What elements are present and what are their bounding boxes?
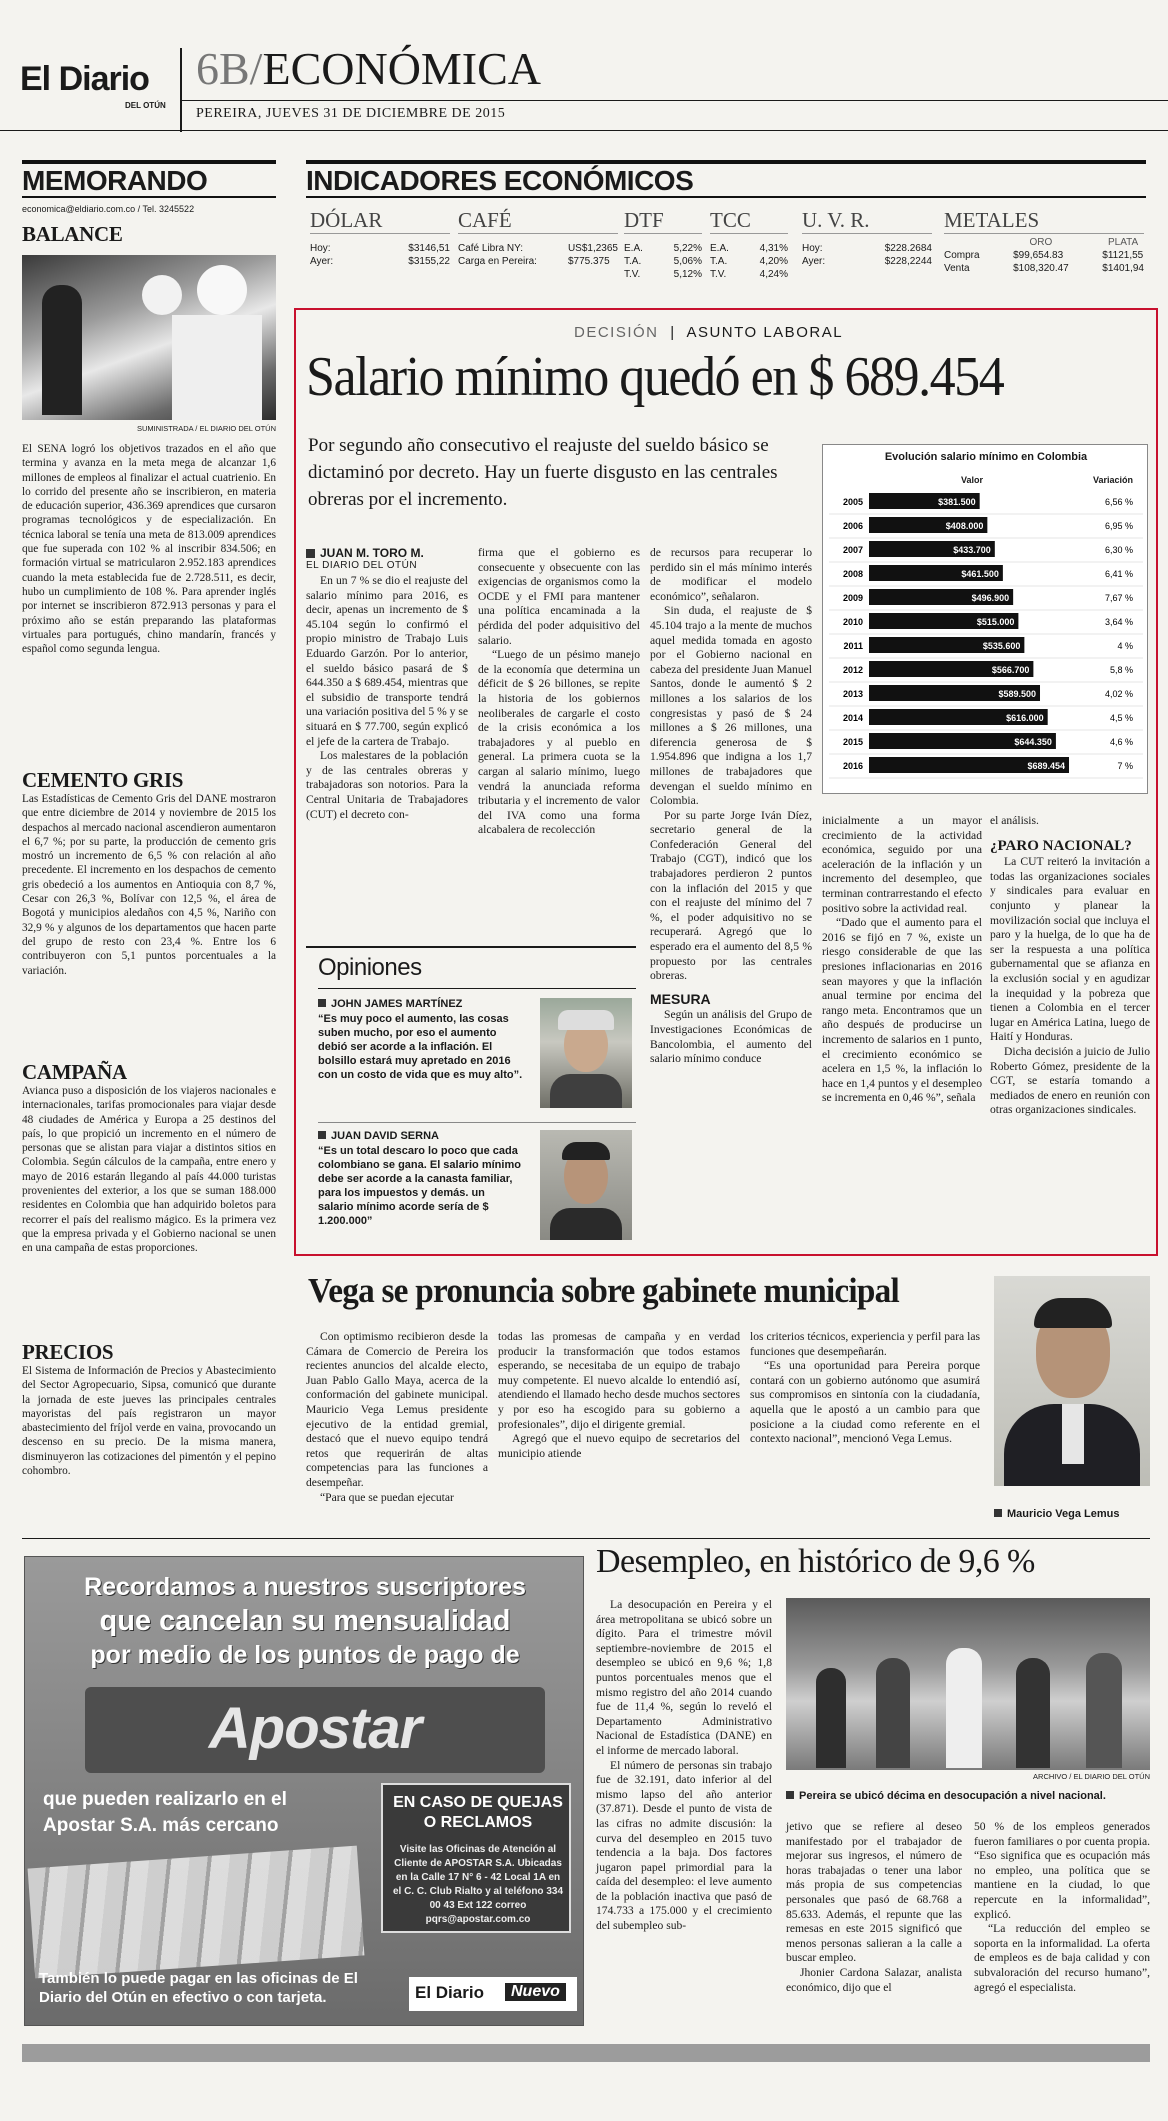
- tcc-label: T.V.: [710, 269, 727, 280]
- chart-variation-label: 4,5 %: [1109, 713, 1133, 723]
- section-number: 6B/: [196, 43, 263, 94]
- cafe-value: US$1,2365: [567, 243, 618, 254]
- cafe-block: [458, 208, 618, 268]
- oro-value: $99,654.83: [1013, 250, 1064, 261]
- kicker-right: ASUNTO LABORAL: [686, 324, 844, 341]
- chart-value-label: $496.900: [971, 593, 1010, 603]
- dtf-value: 5,22%: [673, 243, 702, 254]
- quejas-text: Visite las Oficinas de Atención al Cliente de APOSTAR S.A. Ubicadas en la Calle 17 N° 6 - 42 Local 1A en el C. C. Club Rialto y al teléfono 334 00 43 Ext 122 correo pqrs@apostar.com.co: [392, 1844, 564, 1925]
- chart-value-label: $644.350: [1014, 737, 1052, 747]
- ad-line-1: Recordamos a nuestros suscriptores: [84, 1573, 526, 1601]
- uvr-label: Ayer:: [802, 256, 826, 267]
- main-col-4: [822, 814, 982, 1106]
- chart-value-label: $689.454: [1027, 761, 1065, 771]
- campana-heading: CAMPAÑA: [22, 1060, 127, 1084]
- desempleo-col3-p2: “La reducción del empleo se soporta en la informalidad. La oferta de empleos es de baja calidad y con subvaloración del recurso humano”, agregó el especialista.: [974, 1922, 1150, 1994]
- vega-col-2: [498, 1330, 740, 1461]
- chart-year-label: 2005: [842, 497, 863, 507]
- opinion-name: JUAN DAVID SERNA: [318, 1130, 636, 1142]
- indicadores-box: [306, 160, 1146, 295]
- desempleo-col1-p1: La desocupación en Pereira y el área metropolitana se ubicó sobre un dígito. Para el trimestre móvil septiembre-noviembre de 2015 el desempleo se ubicó en 9,6 %; 1,8 puntos porcentuales menos que el mismo registro del año 2014 cuando fue de 11,4 %, según lo reveló el Departamento Administrativo Nacional de Estadística (DANE) en el informe de mercado laboral.: [596, 1598, 772, 1757]
- precios-text: El Sistema de Información de Precios y Abastecimiento del Sector Agropecuario, Sipsa, comunicó que durante la jornada de este jueves las principales centrales mayoristas del país registraron un mayor abastecimiento del fríjol verde en vaina, provocando un descenso en su precio. De la misma manera, disminuyeron las cotizaciones del pimentón y el pepino cohombro.: [22, 1365, 276, 1478]
- vega-col3-p2: “Es una oportunidad para Pereira porque contará con un gobierno autónomo que asumirá sus compromisos en sintonía con la ciudadanía, aquella que le apostó a un cambio para que posicione a la ciudad como referente en el contexto nacional”, mencionó Vega Lemus.: [750, 1359, 980, 1446]
- cemento-text: Las Estadísticas de Cemento Gris del DANE mostraron que entre diciembre de 2014 y noviembre de 2015 los despachos al mercado nacional ascendieron aumentaron el 6,7 %; por su parte, la producción de cemento gris mostró un incremento de 6,5 % con relación al año precedente. El incremento en los despachos de cemento gris obedeció a los aumentos en Antioquia con 8,7 %, Cesar con 26,3 %, Bolívar con 12,5 %, el área de Bogotá y municipios aledaños con 4,5 %, Nariño con 32,9 % y algunos de los departamentos que hacen parte del grupo de resto con 23,4 %. Entre los 6 contribuyeron con 5,1 puntos porcentuales a la variación.: [22, 793, 276, 977]
- desempleo-col2-p1: jetivo que se refiere al deseo manifestado por el trabajador de mejorar sus ingresos, el número de horas trabajadas o tener una labor más propia de sus competencias personales que pasó de 68.768 a 85.633. Además, el repunte que las remesas en este 2015 significó que menos personas salieran a la calle a buscar empleo.: [786, 1820, 962, 1965]
- main-col5-p1: el análisis.: [990, 814, 1039, 827]
- chart-title: Evolución salario mínimo en Colombia: [884, 451, 1088, 463]
- uvr-block: [802, 208, 932, 268]
- main-col5-p3: Dicha decisión a juicio de Julio Roberto Gómez, presidente de la CGT, se estaría tomando a mediados de enero en reunión con otras organizaciones sindicales.: [990, 1044, 1150, 1117]
- vega-col2-p1: todas las promesas de campaña y en verdad producir la transformación que todos estamos esperando, se necesitaba de un equipo de trabajo muy competente. El nuevo alcalde lo entendió así, atendiendo el llamado hecho desde muchos sectores y por eso ha escogido para su gobierno a profesionales”, dijo el dirigente gremial.: [498, 1330, 740, 1431]
- memorando-contact: economica@eldiario.com.co / Tel. 3245522: [22, 204, 195, 214]
- opiniones-title: Opiniones: [318, 954, 422, 981]
- dtf-block: [624, 208, 702, 281]
- logo-sub: DEL OTÚN: [125, 101, 166, 110]
- chart-variation-label: 4,02 %: [1104, 689, 1133, 699]
- quejas-title: EN CASO DE QUEJAS O RECLAMOS: [393, 1794, 563, 1831]
- dtf-head: DTF: [624, 208, 702, 234]
- chart-variation-label: 6,41 %: [1104, 569, 1133, 579]
- chart-value-label: $535.600: [982, 641, 1021, 651]
- chart-value-label: $408.000: [945, 521, 984, 531]
- plata-value: $1401,94: [1102, 263, 1144, 274]
- tcc-value: 4,24%: [759, 269, 788, 280]
- desempleo-col-1: [596, 1598, 772, 1934]
- tcc-value: 4,31%: [759, 243, 788, 254]
- desempleo-col2-p2: Jhonier Cardona Salazar, analista económico, dijo que el: [786, 1965, 962, 1994]
- memorando-title: MEMORANDO: [22, 160, 276, 198]
- chart-value-label: $566.700: [991, 665, 1030, 675]
- newspapers-image: [28, 1846, 365, 1979]
- opiniones-box: [306, 946, 636, 1248]
- chart-value-label: $589.500: [998, 689, 1037, 699]
- tcc-label: E.A.: [710, 243, 729, 254]
- main-col5-p2: La CUT reiteró la invitación a todas las organizaciones sociales y sindicales para evaluar en conjunto y planear la movilización social que incluya el paro y la huelga, de lo que ha de ser la respuesta a una política gubernamental que se afianza en la exclusión social y en agudizar la inequidad y la pobreza que tienen a Colombia en el tercer lugar en América Latina, luego de Haití y Honduras.: [990, 855, 1150, 1044]
- main-byline: JUAN M. TORO M.: [306, 546, 468, 560]
- vega-col2-p2: Agregó que el nuevo equipo de secretarios del municipio atiende: [498, 1432, 740, 1460]
- chart-plot: [823, 489, 1149, 789]
- cafe-label: Café Libra NY:: [458, 243, 524, 254]
- dolar-head: DÓLAR: [310, 208, 450, 234]
- metales-block: [944, 208, 1144, 275]
- opinion-photo: [540, 1130, 632, 1240]
- quejas-box: [381, 1783, 571, 1933]
- dtf-label: T.A.: [624, 256, 642, 267]
- main-col-5: [990, 814, 1150, 1118]
- main-kicker: DECISIÓN | ASUNTO LABORAL: [574, 324, 844, 341]
- desempleo-col-3: [974, 1820, 1150, 1995]
- chart-value-label: $515.000: [976, 617, 1015, 627]
- chart-year-label: 2006: [842, 521, 863, 531]
- chart-variation-label: 5,8 %: [1109, 665, 1133, 675]
- main-col-3: [650, 546, 812, 1067]
- metales-head: METALES: [944, 208, 1144, 234]
- ad-footer: También lo puede pagar en las oficinas de El Diario del Otún en efectivo o con tarjeta.: [39, 1970, 358, 2006]
- chart-variation-label: 7 %: [1117, 761, 1133, 771]
- apostar-banner: [85, 1687, 545, 1773]
- opinion-photo: [540, 998, 632, 1108]
- main-col4-p1: inicialmente a un mayor crecimiento de la actividad económica, seguido por una aceleración de la inflación y un incremento del desempleo, que terminan contrarrestando el efecto positivo sobre la actividad real.: [822, 814, 982, 915]
- campana-text: Avianca puso a disposición de los viajeros nacionales e internacionales, tarifas promocionales para viajar desde 48 ciudades de América y Europa a 25 destinos del país, lo que propició un incremento en el número de personas que se alistan para viajar a distintos sitios en Colombia. Según cálculos de la campaña, entre enero y mayo de 2016 estarán llegando al país 44.000 turistas provenientes del exterior, a los que se suman 188.000 residentes en Colombia que han adquirido boletos para recorrer el país del realismo mágico. Es la primera vez que la empresa privada y el Gobierno nacional se unen en una campaña de estas proporciones.: [22, 1085, 276, 1255]
- logo-text: El Diario: [20, 60, 149, 98]
- desempleo-col1-p2: El número de personas sin trabajo fue de 32.191, dato inferior al del mismo lapso del año anterior (37.871). Desde el punto de vista de las cifras no admite discusión: la curva del desempleo en 2015 tuvo tendencia a la baja. Dos factores jugaron papel primordial para la caída del desempleo: el leve aumento de la población inactiva que pasó de 174.733 a 175.000 y el crecimiento del subempleo sub-: [596, 1758, 772, 1933]
- main-col2-p1: firma que el gobierno es consecuente y obsecuente con las exigencias de organismos como la OCDE y el FMI para mantener una política encaminada a la pérdida del poder adquisitivo del salario.: [478, 546, 640, 647]
- ad-line-2: que cancelan su mensualidad: [99, 1605, 511, 1637]
- main-col3-p2: Sin duda, el reajuste de $ 45.104 trajo a la mente de muchos aquel medida tomada en agosto por el Gobierno nacional en cabeza del presidente Juan Manuel Santos, donde le aumentó $ 2 millones a los salarios de los congresistas y pasó de $ 24 millones a $ 26 millones, una diferencia generosa de $ 1.954.896 que indigna a los 1,7 millones de trabajadores que devengan el sueldo mínimo en Colombia.: [650, 604, 812, 808]
- section-title: [196, 44, 541, 94]
- cafe-label: Carga en Pereira:: [458, 256, 537, 267]
- opinion-name: JOHN JAMES MARTÍNEZ: [318, 998, 636, 1010]
- dolar-value: $3155,22: [408, 256, 450, 267]
- ad-line-5: Apostar S.A. más cercano: [43, 1815, 279, 1836]
- ad-logo-nuevo: Nuevo: [505, 1983, 566, 2001]
- vega-col-1: [306, 1330, 488, 1505]
- uvr-head: U. V. R.: [802, 208, 932, 234]
- section-name: ECONÓMICA: [262, 43, 542, 94]
- balance-heading: BALANCE: [22, 222, 123, 246]
- main-col1-p1: En un 7 % se dio el reajuste del salario mínimo para 2016, es decir, apenas un incremento de $ 45.104 según lo confirmó el propio ministro de Trabajo Luis Eduardo Garzón. Por lo anterior, el sueldo básico pasará de $ 644.350 a $ 689.454, mientras que el subsidio de transporte tendrá una variación positiva del 5 % y se situará en $ 77.700, según explicó el jefe de la cartera de Trabajo.: [306, 574, 468, 748]
- ad-logos: [409, 1977, 577, 2011]
- indicadores-title: INDICADORES ECONÓMICOS: [306, 160, 1146, 198]
- chart-variation-label: 4 %: [1117, 641, 1133, 651]
- main-col1-p2: Los malestares de la población y de las centrales obreras y trabajadoras son notorios. Para la Central Unitaria de Trabajadores (CUT) el decreto con-: [306, 749, 468, 821]
- main-col-2: [478, 546, 640, 838]
- cafe-value: $775.375: [567, 256, 610, 267]
- chart-variation-label: 6,95 %: [1104, 521, 1133, 531]
- chart-col-value: Valor: [961, 475, 984, 485]
- vega-headline: Vega se pronuncia sobre gabinete municipal: [308, 1271, 899, 1310]
- logo: [20, 60, 149, 99]
- main-col3-p4: Según un análisis del Grupo de Investigaciones Económicas de Bancolombia, el aumento del salario mínimo conduce: [650, 1008, 812, 1066]
- vega-col3-p1: los criterios técnicos, experiencia y perfil para las funciones que desempeñarán.: [750, 1330, 980, 1358]
- chart-variation-label: 7,67 %: [1104, 593, 1133, 603]
- chart-variation-label: 6,30 %: [1104, 545, 1133, 555]
- cafe-head: CAFÉ: [458, 208, 618, 234]
- main-col-1: [306, 546, 468, 822]
- apostar-ad: [24, 1556, 584, 2026]
- desempleo-photo-credit: ARCHIVO / EL DIARIO DEL OTÚN: [1033, 1772, 1150, 1781]
- plata-value: $1121,55: [1102, 250, 1144, 261]
- ad-line-3: por medio de los puntos de pago de: [90, 1641, 520, 1669]
- uvr-value: $228,2244: [884, 256, 932, 267]
- plata-head: PLATA: [1108, 237, 1139, 248]
- tcc-value: 4,20%: [759, 256, 788, 267]
- oro-value: $108,320.47: [1013, 263, 1069, 274]
- dtf-label: E.A.: [624, 243, 643, 254]
- apostar-logo: Apostar: [208, 1696, 422, 1761]
- uvr-value: $228.2684: [884, 243, 932, 254]
- vega-photo: [994, 1276, 1150, 1486]
- tcc-label: T.A.: [710, 256, 728, 267]
- chart-year-label: 2011: [843, 641, 863, 651]
- chart-variation-label: 6,56 %: [1104, 497, 1133, 507]
- kicker-left: DECISIÓN: [574, 324, 659, 341]
- tcc-head: TCC: [710, 208, 788, 234]
- ad-logo-diario: El Diario: [415, 1983, 484, 2002]
- main-col3-p1: de recursos para recuperar lo perdido sin el más mínimo interés de modificar el modelo económico”, señalaron.: [650, 546, 812, 603]
- main-deck: Por segundo año consecutivo el reajuste del sueldo básico se dictaminó por decreto. Hay un fuerte disgusto en las centrales obreras por el incremento.: [308, 435, 778, 510]
- masthead: [0, 0, 1168, 135]
- dtf-label: T.V.: [624, 269, 641, 280]
- main-col3-p3: Por su parte Jorge Iván Díez, secretario general de la Confederación General del Trabajo (CGT), indicó que los trabajadores perdieron 2 puntos con la inflación del 2015 y que con el reajuste del mínimo del 7 %, el poder adquisitivo no se recuperará. Agregó que lo esperado era el aumento del 8,5 % propuesto por las centrales obreras.: [650, 808, 812, 983]
- dtf-value: 5,12%: [673, 269, 702, 280]
- dolar-label: Ayer:: [310, 256, 334, 267]
- chart-year-label: 2013: [842, 689, 863, 699]
- dtf-value: 5,06%: [673, 256, 702, 267]
- opinion-item: [318, 998, 636, 1118]
- main-byline-org: EL DIARIO DEL OTÚN: [306, 560, 418, 571]
- balance-text: El SENA logró los objetivos trazados en el año que termina y avanza en la meta mega de alcanzar 1,6 millones de empleos al finalizar el actual cuatrienio. En lo corrido del presente año se inscribieron, en materia de educación superior, 436.369 aprendices que cursaron programas tecnológicos y de especialización. En técnica laboral se tenía una meta de 813.009 aprendices que fue superada con 102 % al inscribir 834.506; en formación virtual se matricularon 2.952.183 aprendices cuando la meta establecida fue de 2.728.511, es decir, hubo un cumplimiento de 108 %. Para aprender inglés por internet se inscribieron 872.913 personas y para el próximo año se están preparando las plataformas virtuales para portugués, chino mandarín, francés y español como segunda lengua.: [22, 443, 276, 656]
- opinion-quote: “Es muy poco el aumento, las cosas suben mucho, por eso el aumento debió ser acorde a la inflación. El bolsillo estará muy apretado en 2016 con un costo de vida que es muy alto”.: [318, 1013, 523, 1081]
- chart-year-label: 2007: [842, 545, 863, 555]
- ad-line-4: que pueden realizarlo en el: [43, 1789, 287, 1810]
- opinion-item: [318, 1130, 636, 1245]
- chart-value-label: $616.000: [1006, 713, 1044, 723]
- dolar-block: [310, 208, 450, 268]
- mesura-heading: MESURA: [650, 990, 711, 1007]
- oro-head: ORO: [1029, 237, 1053, 248]
- chart-col-var: Variación: [1093, 475, 1134, 485]
- cemento-heading: CEMENTO GRIS: [22, 768, 184, 792]
- desempleo-col3-p1: 50 % de los empleos generados fueron familiares o por cuenta propia. “Eso significa que es ocupación más no empleo, una política que se mantiene en la ciudad, lo que repercute en la informalidad”, explicó.: [974, 1820, 1150, 1921]
- chart-variation-label: 4,6 %: [1109, 737, 1133, 747]
- chart-year-label: 2008: [842, 569, 863, 579]
- paro-heading: ¿PARO NACIONAL?: [990, 837, 1132, 854]
- chart-year-label: 2014: [842, 713, 863, 723]
- chart-year-label: 2010: [842, 617, 863, 627]
- chart-year-label: 2016: [842, 761, 863, 771]
- chart-value-label: $381.500: [938, 497, 976, 507]
- chart-year-label: 2009: [842, 593, 863, 603]
- vega-col1-p1: Con optimismo recibieron desde la Cámara de Comercio de Pereira los recientes anuncios del alcalde electo, Juan Pablo Gallo Maya, acerca de la conformación del gabinete municipal. Mauricio Vega Lemus presidente ejecutivo de la entidad gremial, destacó que el nuevo equipo tendrá retos que requerirán de altas competencias para las funciones a desempeñar.: [306, 1330, 488, 1489]
- memorando-column: [22, 160, 276, 1550]
- main-headline: Salario mínimo quedó en $ 689.454: [306, 346, 1004, 408]
- metales-label: Compra: [944, 250, 980, 261]
- uvr-label: Hoy:: [802, 243, 823, 254]
- chart-value-label: $433.700: [953, 545, 991, 555]
- main-col2-p2: “Luego de un pésimo manejo de la economía que determina un déficit de $ 26 billones, se repite la historia de los gobiernos neoliberales de cargarle el costo de la crisis económica a los trabajadores y al pueblo en general. La primera cuota se la cargan al salario mínimo, luego vendrá la anunciada reforma tributaria y el incremento de valor del IVA como una forma alcabalera de recolección: [478, 648, 640, 837]
- chart-value-label: $461.500: [961, 569, 999, 579]
- chart-year-label: 2012: [842, 665, 863, 675]
- vega-col1-p2: “Para que se puedan ejecutar: [320, 1490, 454, 1504]
- desempleo-col-2: [786, 1820, 962, 1995]
- desempleo-photo: [786, 1598, 1150, 1770]
- chart-variation-label: 3,64 %: [1104, 617, 1133, 627]
- metales-label: Venta: [944, 263, 970, 274]
- precios-heading: PRECIOS: [22, 1340, 114, 1364]
- tcc-block: [710, 208, 788, 281]
- balance-photo-credit: SUMINISTRADA / EL DIARIO DEL OTÚN: [136, 424, 276, 433]
- main-col4-p2: “Dado que el aumento para el 2016 se fijó en 7 %, existe un riesgo considerable de que las presiones inflacionarias en 2016 sean mayores y que la inflación anual termine por encima del rango meta. Encontramos que un año después de producirse un incremento de salarios en 1 punto, el crecimiento económico se acelera en 1,5 %, la inflación lo hace en 1,4 puntos y el desempleo se incrementa en 0,46 %”, señala: [822, 916, 982, 1105]
- chart-year-label: 2015: [842, 737, 863, 747]
- desempleo-caption: Pereira se ubicó décima en desocupación a nivel nacional.: [786, 1790, 1106, 1802]
- salario-chart: [822, 444, 1148, 794]
- dolar-value: $3146,51: [408, 243, 450, 254]
- dolar-label: Hoy:: [310, 243, 331, 254]
- vega-col-3: [750, 1330, 980, 1447]
- vega-caption: Mauricio Vega Lemus: [994, 1508, 1119, 1520]
- opinion-quote: “Es un total descaro lo poco que cada colombiano se gana. El salario mínimo debe ser acorde a la canasta familiar, para los impuestos y demás. un salario mínimo acorde sería de $ 1.200.000”: [318, 1145, 521, 1227]
- desempleo-headline: Desempleo, en histórico de 9,6 %: [596, 1543, 1035, 1580]
- dateline: PEREIRA, JUEVES 31 DE DICIEMBRE DE 2015: [196, 106, 506, 121]
- balance-photo: [22, 255, 276, 420]
